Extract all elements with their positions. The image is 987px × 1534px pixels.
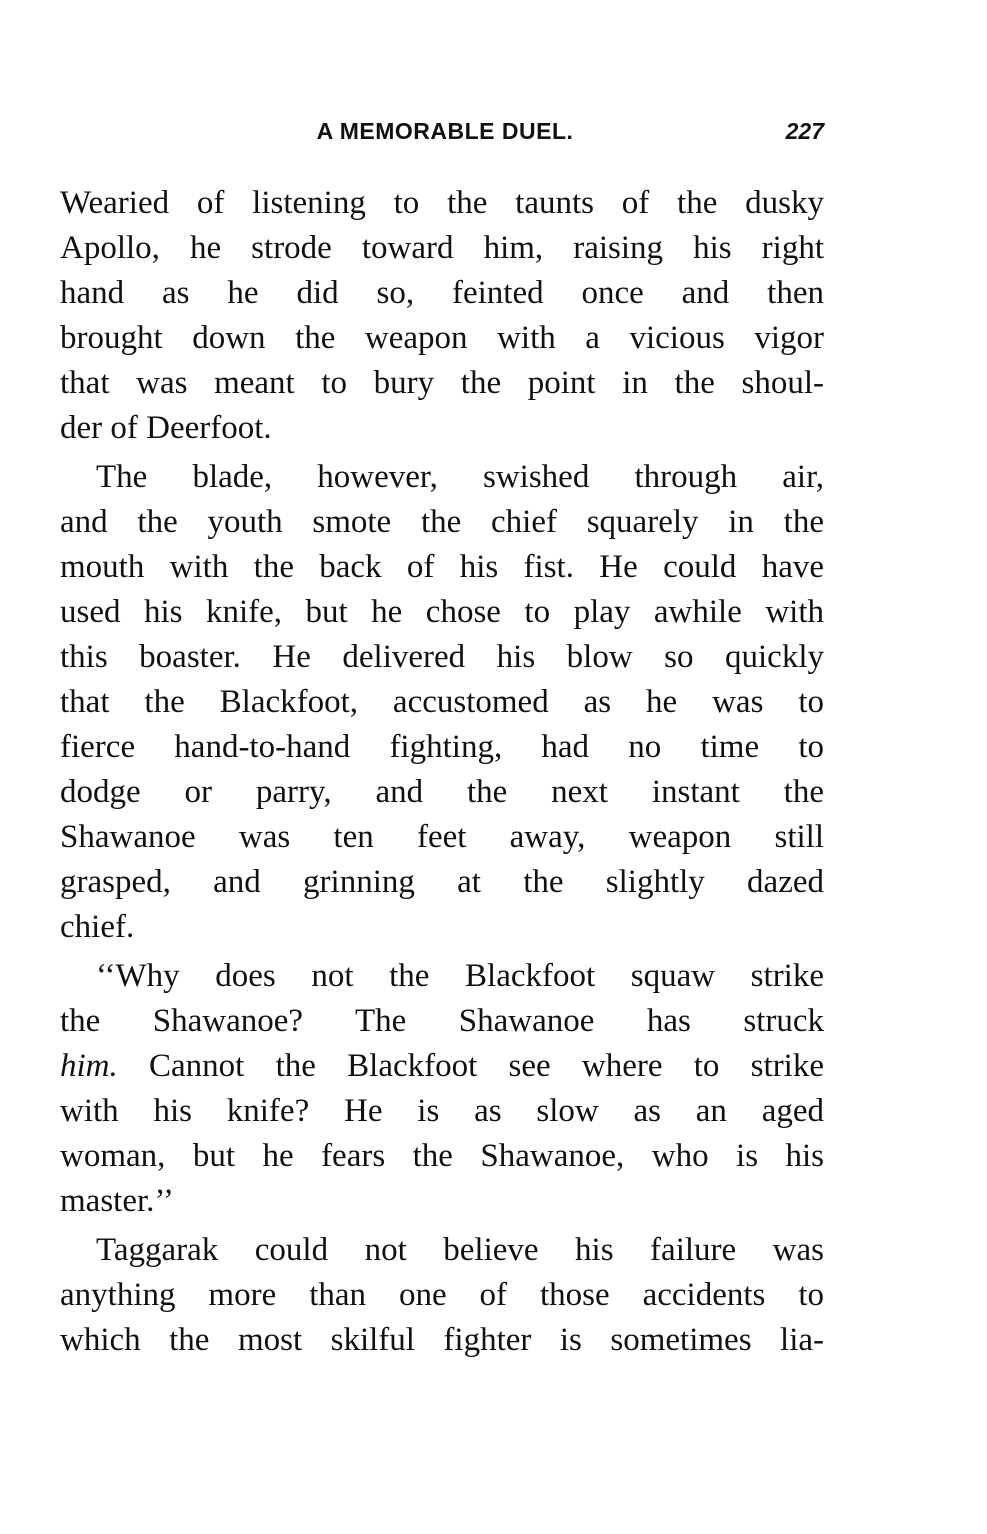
- paragraph-1: [60, 181, 824, 451]
- body-text: [60, 181, 824, 1367]
- text-line: dodge or parry, and the next instant the: [60, 774, 824, 810]
- paragraph-3: [60, 954, 824, 1224]
- text-line: Taggarak could not believe his failure was: [96, 1232, 824, 1268]
- text-line: The blade, however, swished through air,: [96, 459, 824, 495]
- text-line: the Shawanoe? The Shawanoe has struck: [60, 1003, 824, 1039]
- paragraph-4: [60, 1228, 824, 1363]
- page-number: 227: [785, 118, 824, 144]
- text-line: chief.: [60, 909, 135, 945]
- paragraph-2: [60, 455, 824, 950]
- text-line: hand as he did so, feinted once and then: [60, 275, 824, 311]
- text-line: and the youth smote the chief squarely in the: [60, 504, 824, 540]
- text-line: with his knife? He is as slow as an aged: [60, 1093, 824, 1129]
- text-line: [60, 1044, 824, 1089]
- text-line: Apollo, he strode toward him, raising his right: [60, 230, 824, 266]
- text-line: woman, but he fears the Shawanoe, who is his: [60, 1138, 824, 1174]
- text-line: this boaster. He delivered his blow so quickly: [60, 639, 824, 675]
- text-line: grasped, and grinning at the slightly dazed: [60, 864, 824, 900]
- text-line: Shawanoe was ten feet away, weapon still: [60, 819, 824, 855]
- text-line: brought down the weapon with a vicious vigor: [60, 320, 824, 356]
- text-line: that the Blackfoot, accustomed as he was to: [60, 684, 824, 720]
- text-line: used his knife, but he chose to play awhile with: [60, 594, 824, 630]
- text-line: which the most skilful fighter is sometimes lia-: [60, 1322, 824, 1358]
- text-line: ‘‘Why does not the Blackfoot squaw strike: [96, 958, 824, 994]
- text-line: that was meant to bury the point in the shoul-: [60, 365, 824, 401]
- emphasis-word: him.: [60, 1048, 118, 1084]
- text-line: mouth with the back of his fist. He could have: [60, 549, 824, 585]
- running-title: A MEMORABLE DUEL.: [316, 118, 574, 144]
- text-line: master.’’: [60, 1183, 174, 1219]
- text-line: fierce hand-to-hand fighting, had no time to: [60, 729, 824, 765]
- text-line-remainder: Cannot the Blackfoot see where to strike: [149, 1048, 824, 1084]
- running-head: [60, 118, 830, 152]
- text-line: anything more than one of those accidents to: [60, 1277, 824, 1313]
- text-line: Wearied of listening to the taunts of the dusky: [60, 185, 824, 221]
- text-line: der of Deerfoot.: [60, 410, 272, 446]
